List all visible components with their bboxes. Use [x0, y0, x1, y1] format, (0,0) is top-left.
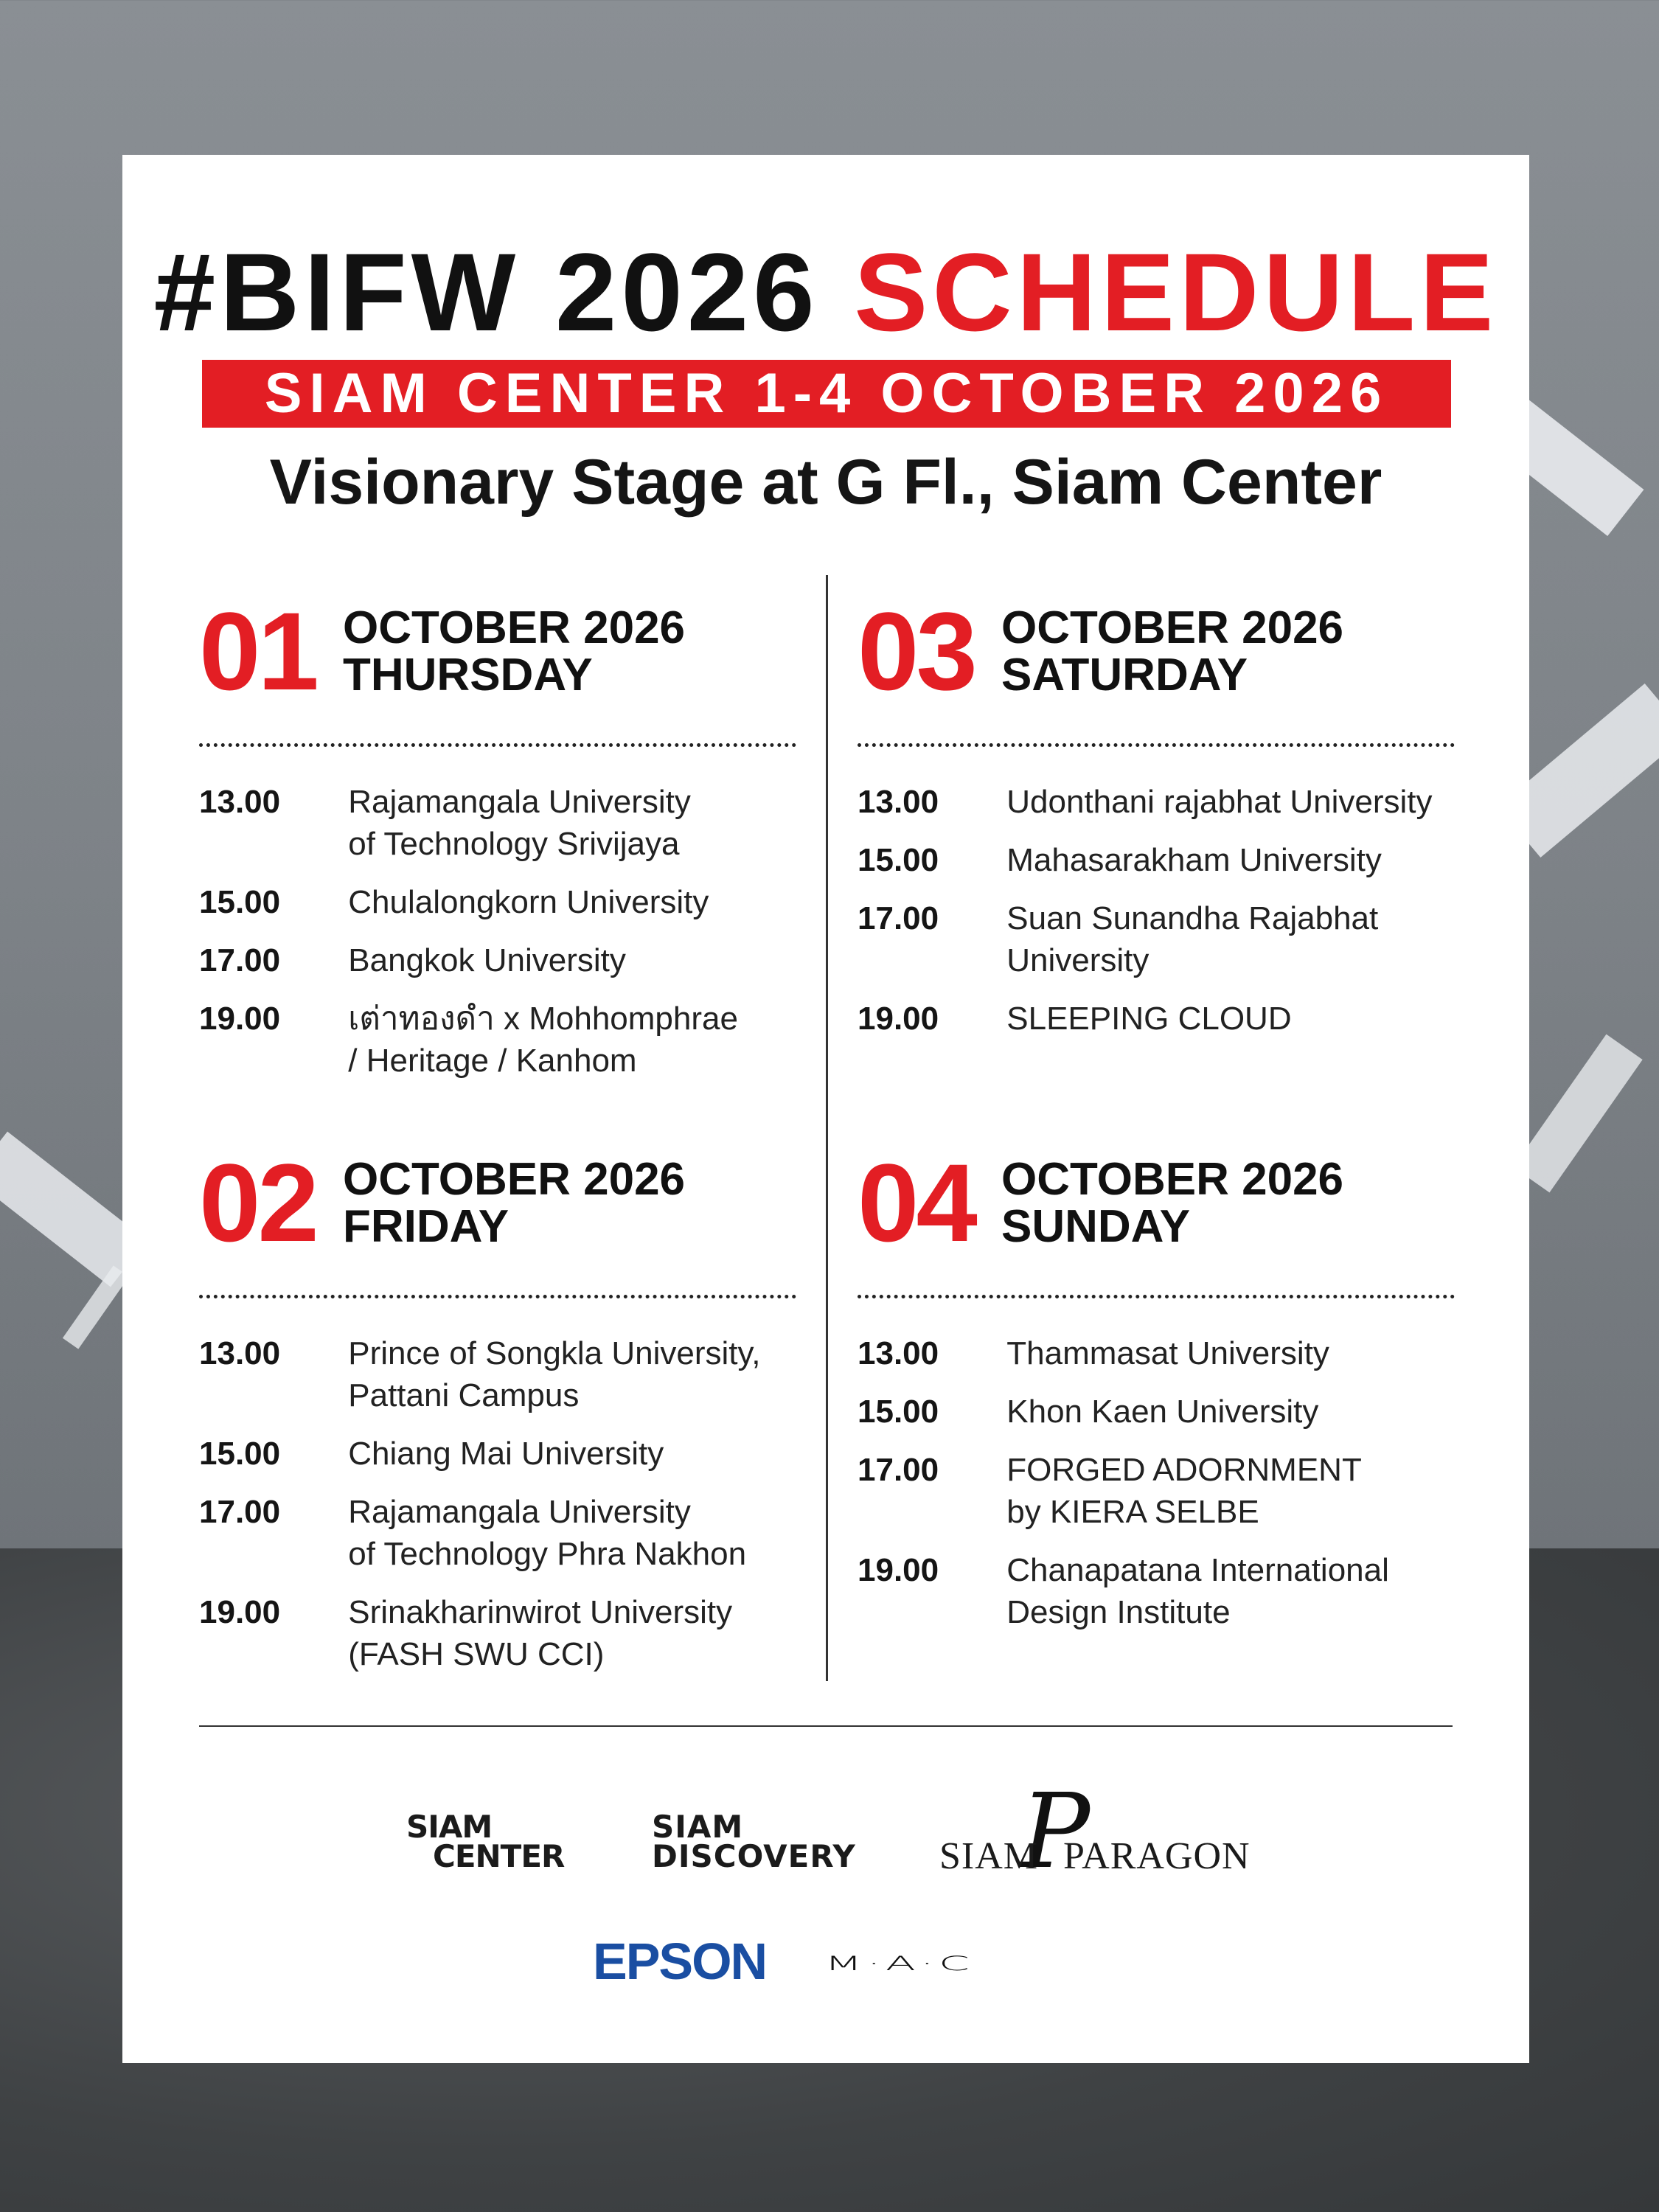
session-time: 17.00 [199, 1494, 281, 1530]
session-list [858, 781, 1462, 1040]
session-time: 17.00 [199, 942, 281, 978]
day-month: OCTOBER 2026 [343, 1154, 686, 1205]
siam-discovery-logo [652, 1809, 856, 1874]
day-weekday: SATURDAY [1001, 650, 1248, 700]
siam-center-logo-line2: CENTER [433, 1838, 565, 1874]
session-name: เต่าทองดำ x Mohhomphrae / Heritage / Kanhom [348, 1001, 738, 1079]
session-name: Chanapatana International Design Institute [1006, 1552, 1389, 1630]
session-time: 17.00 [858, 1452, 939, 1488]
session-list [858, 1332, 1462, 1633]
day-number: 04 [858, 1141, 975, 1265]
venue-date-banner: SIAM CENTER 1-4 OCTOBER 2026 [202, 360, 1451, 428]
day-weekday: THURSDAY [343, 650, 593, 700]
session-name: FORGED ADORNMENT by KIERA SELBE [1006, 1452, 1362, 1530]
session-time: 13.00 [858, 784, 939, 820]
session-time: 15.00 [199, 1436, 281, 1472]
session-row [858, 839, 1462, 881]
session-time: 15.00 [199, 884, 281, 920]
day-month: OCTOBER 2026 [343, 602, 686, 653]
day-number: 02 [199, 1141, 316, 1265]
schedule-card [122, 155, 1529, 2063]
day-block [858, 589, 1462, 1056]
day-month: OCTOBER 2026 [1001, 602, 1344, 653]
session-time: 19.00 [199, 1594, 281, 1630]
session-row [199, 1591, 804, 1675]
session-time: 15.00 [858, 1394, 939, 1430]
column-divider [826, 575, 828, 1681]
session-row [199, 1433, 804, 1475]
day-number: 03 [858, 589, 975, 713]
day-weekday: SUNDAY [1001, 1201, 1191, 1252]
session-row [858, 1449, 1462, 1533]
dotted-divider [199, 743, 796, 747]
siam-paragon-logo [939, 1772, 1264, 1892]
dotted-divider [858, 743, 1455, 747]
session-row [858, 1549, 1462, 1633]
session-row [199, 1491, 804, 1575]
session-name: Suan Sunandha Rajabhat University [1006, 900, 1379, 978]
siam-paragon-logo-right: PARAGON [1063, 1835, 1251, 1877]
session-name: Srinakharinwirot University (FASH SWU CCI) [348, 1594, 733, 1672]
day-block [858, 1141, 1462, 1649]
day-block [199, 1141, 804, 1691]
siam-paragon-logo-left: SIAM [939, 1835, 1039, 1877]
session-list [199, 1332, 804, 1675]
session-row [199, 998, 804, 1082]
session-row [199, 781, 804, 865]
session-time: 13.00 [199, 1335, 281, 1371]
session-time: 13.00 [858, 1335, 939, 1371]
session-time: 17.00 [858, 900, 939, 936]
session-name: Bangkok University [348, 942, 626, 978]
siam-discovery-logo-line2: DISCOVERY [652, 1838, 856, 1874]
background-sculpture [63, 1265, 129, 1349]
session-time: 19.00 [858, 1552, 939, 1588]
siam-paragon-logo-script: P [1020, 1772, 1091, 1892]
session-name: Prince of Songkla University, Pattani Campus [348, 1335, 761, 1413]
session-name: Rajamangala University of Technology Phra Nakhon [348, 1494, 747, 1572]
session-row [199, 939, 804, 981]
session-row [199, 881, 804, 923]
session-row [858, 781, 1462, 823]
day-block [199, 589, 804, 1098]
session-time: 15.00 [858, 842, 939, 878]
dotted-divider [199, 1295, 796, 1298]
siam-center-logo [406, 1809, 565, 1874]
session-name: Chiang Mai University [348, 1436, 664, 1472]
mac-logo: M·A·C [824, 1952, 974, 1975]
session-name: Rajamangala University of Technology Srivijaya [348, 784, 691, 862]
day-month: OCTOBER 2026 [1001, 1154, 1344, 1205]
session-time: 13.00 [199, 784, 281, 820]
siam-center-logo-line1: SIAM [406, 1809, 493, 1845]
dotted-divider [858, 1295, 1455, 1298]
session-name: Thammasat University [1006, 1335, 1329, 1371]
day-number: 01 [199, 589, 316, 713]
session-name: Mahasarakham University [1006, 842, 1382, 878]
session-name: Udonthani rajabhat University [1006, 784, 1433, 820]
title-accent: SCHEDULE [854, 230, 1498, 354]
session-list [199, 781, 804, 1082]
epson-logo: EPSON [593, 1933, 767, 1990]
page-title [122, 229, 1529, 356]
background-sculpture [1513, 1034, 1642, 1193]
session-row [858, 998, 1462, 1040]
session-row [858, 1332, 1462, 1374]
session-name: SLEEPING CLOUD [1006, 1001, 1292, 1037]
session-time: 19.00 [199, 1001, 281, 1037]
title-main: #BIFW 2026 [153, 230, 819, 354]
session-row [199, 1332, 804, 1416]
day-weekday: FRIDAY [343, 1201, 509, 1252]
session-row [858, 897, 1462, 981]
session-name: Chulalongkorn University [348, 884, 709, 920]
stage-subtitle: Visionary Stage at G Fl., Siam Center [269, 447, 1382, 518]
footer-divider [199, 1725, 1453, 1727]
siam-discovery-logo-line1: SIAM [652, 1809, 744, 1845]
session-name: Khon Kaen University [1006, 1394, 1319, 1430]
session-time: 19.00 [858, 1001, 939, 1037]
session-row [858, 1391, 1462, 1433]
